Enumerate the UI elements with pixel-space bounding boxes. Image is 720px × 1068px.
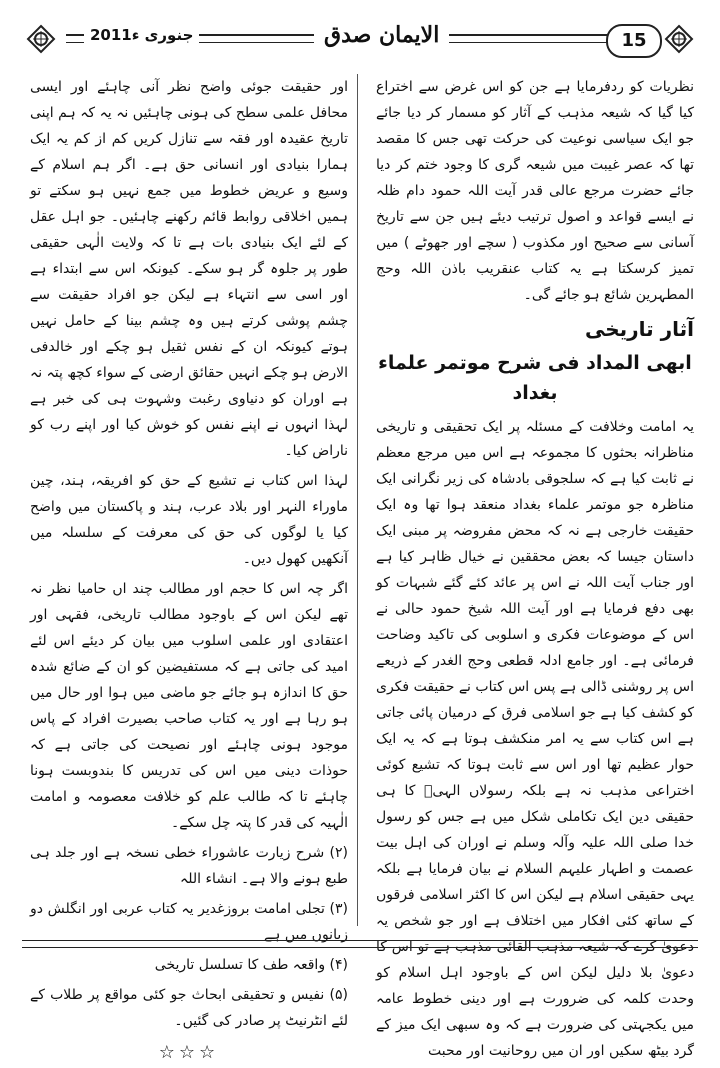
list-item: (۵) نفیس و تحقیقی ابحاث جو کئی مواقع پر طلاب کے لئے انٹرنیٹ پر صادر کی گئیں۔ (30, 987, 348, 1029)
article-body (29, 74, 694, 1063)
issue-month: جنوری (144, 26, 194, 44)
end-stars: ☆☆☆ (158, 1042, 220, 1063)
issue-year: 2011ء (90, 26, 140, 44)
list-item: (۲) شرح زیارت عاشوراء خطی نسخہ ہے اور جلد ہی طبع ہونے والا ہے۔ انشاء اللہ (30, 845, 348, 887)
page-header (22, 22, 698, 68)
list-item: (۳) تجلی امامت بروزغدیر یہ کتاب عربی اور انگلش دو زبانوں میں ہے (30, 901, 348, 943)
book-title: ابھی المداد فی شرح موتمر علماء بغداد (378, 352, 692, 404)
list-item: (۴) واقعہ طف کا تسلسل تاریخی (154, 957, 348, 973)
ornament-knot-icon (26, 24, 56, 54)
paragraph: لہذا اس کتاب نے تشیع کے حق کو افریقہ، ہند، چین ماوراء النہر اور بلاد عرب، ہند و پاکستان میں واضح کیا یا لوگوں کی حق کی معرفت کے سلسلہ میں آنکھیں کھول دیں۔ (30, 473, 348, 567)
page-number: 15 (606, 24, 662, 58)
right-column (376, 74, 694, 1068)
footer-rule (22, 940, 698, 948)
masthead-logo: الایمان صدق (314, 22, 449, 48)
paragraph: نظریات کو ردفرمایا ہے جن کو اس غرض سے اختراع کیا گیا کہ شیعہ مذہب کے آثار کو مسمار کر دیا جائے جو ایک سیاسی نوعیت کی حرکت تھی جس کا مقصد تھا کہ عصر غیبت میں شیعہ گری کا وجود ختم کر دیا جائے حضرت مرجع عالی قدر آیت اللہ حمود دام ظلہ نے ایسے قواعد و اصول ترتیب دیئے ہیں جن سے تاریخ آسانی سے صحیح اور مکذوب ( سچے اور جھوٹے ) میں تمیز کرسکتا ہے یہ کتاب عنقریب باذن اللہ وحج المطہرین شائع ہو جائے گی۔ (376, 79, 694, 303)
left-column (30, 74, 348, 1063)
section-title: آثار تاریخی (584, 317, 694, 341)
paragraph: اور حقیقت جوئی واضح نظر آنی چاہئے اور ایسی محافل علمی سطح کی ہونی چاہئیں نہ یہ کہ ہم اپنی تاریخ عقیدہ اور فقہ سے تنازل کریں کم از کم یہ ایک ہمارا بنیادی اور انسانی حق ہے۔ اگر ہم اسلام کے وسیع و عریض خطوط میں جمع نہیں ہو سکتے تو ہمیں اخلاقی روابط قائم رکھنے چاہئیں۔ جو اہل عقل کے لئے ایک بنیادی بات ہے تا کہ ولایت الٰہی حقیقی طور پر جلوہ گر ہو سکے۔ کیونکہ اس سے ابتداء ہے اور اسی سے انتہاء ہے لیکن جو افراد حقیقت سے چشم پوشی کرتے ہیں وہ چشم بینا کے حامل نہیں ہوتے کیونکہ ان کے نفس ثقیل ہو چکے اور خالدفی الارض ہو چکے انہیں حقائق ارضی کے سواء کچھ پتہ نہ ہے اوران کو دنیاوی رغبت وشہوت ہی کی خبر ہے لہذا انہوں نے اپنے نفس کو خوش کیا اور اپنے رب کو ناراض کیا۔ (29, 79, 348, 459)
ornament-knot-icon (664, 24, 694, 54)
paragraph: یہ امامت وخلافت کے مسئلہ پر ایک تحقیقی و تاریخی مناظرانہ بحثوں کا مجموعہ ہے اس میں مرجع معظم نے ثابت کیا ہے کہ سلجوقی بادشاہ کی زیر نگرانی ایک مناظرہ جو موتمر علماء بغداد منعقد ہوا تھا وہ ایک حقیقت خارجی ہے نہ کہ محض مفروضہ پر مبنی ایک داستان جیسا کہ بعض محققین نے خیال ظاہر کیا ہے اور جناب آیت اللہ نے اس پر عائد کئے گئے شبہات کو بھی دفع فرمایا ہے اور آیت اللہ شیخ حمود حالی نے اس کے موضوعات فکری و اسلوبی کی تاکید وضاحت فرمائی ہے۔ اور جامع ادلہ قطعی وحج الغدر کے ذریعے اس پر روشنی ڈالی ہے پس اس کتاب نے حقیقت فکری کو کشف کیا ہے جو اسلامی فرق کے درمیان پائی جاتی ہے اس کتاب سے یہ امر منکشف ہوتا ہے کہ یہ ایک حوار عظیم تھا اور اس سے ثابت ہوتا کہ تشیع کوئی اختراعی مذہب نہ ہے بلکہ رسولاں الہیؑ کا ہی حقیقی دین ایک تکاملی شکل میں ہے جس کو رسول خدا صلی اللہ علیہ وآلہ وسلم نے اوران کی اہل بیت عصمت و اطہار علیہم السلام نے بیان فرمایا ہے بلکہ یہی حقیقی اسلام ہے لیکن اس کا اکثر اسلامی فرقوں کے ساتھ کئی افکار میں اختلاف ہے اور جو شخص یہ دعویٰ کرے کہ شیعہ مذہب القائی مذہب ہے تو اس کا دعویٰ بلا دلیل لیکن اس کے باوجود اہل اسلام کو وحدت کلمہ کی ضرورت ہے اور دینی خطوط عامہ میں یکجہتی کی ضرورت ہے کہ وہ سبھی ایک میز کے گرد بیٹھ سکیں اور ان میں روحانیت اور محبت (376, 419, 694, 1059)
issue-date (84, 26, 199, 44)
paragraph: اگر چہ اس کا حجم اور مطالب چند اں حامیا نظر نہ تھے لیکن اس کے باوجود مطالب تاریخی، فقہی اور اعتقادی اور علمی اسلوب میں بیان کر دیئے اس لئے امید کی جاتی ہے کہ مستفیضین کو ان کے ضائع شدہ حق کا اندازہ ہو جائے جو ماضی میں ہوا اور حال میں ہو رہا ہے اور یہ کتاب صاحب بصیرت افراد کے پاس موجود ہونی چاہئے اور نصیحت کی جاتی ہے کہ حوذات دینی میں اس کی تدریس کا بندوبست ہونا چاہئے تا کہ طالب علم کو خلافت معصومہ و امامت الٰہیہ کی قدر کا پتہ چل سکے۔ (30, 581, 348, 831)
